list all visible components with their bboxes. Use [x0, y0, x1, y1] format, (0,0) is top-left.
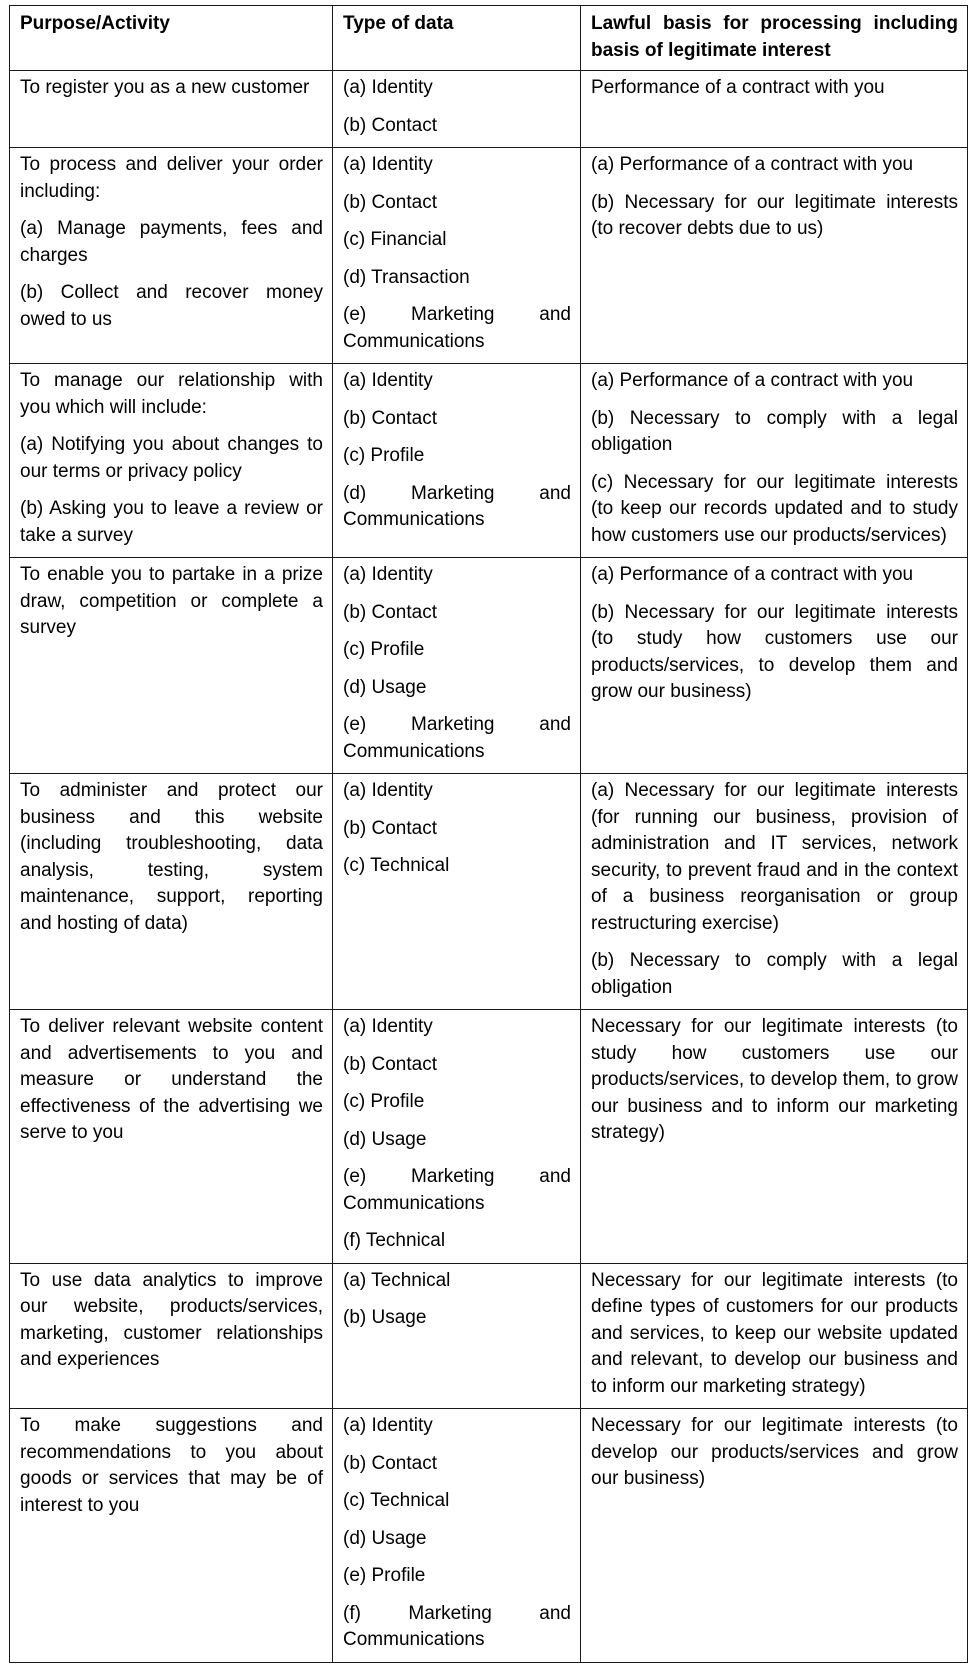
- purpose-paragraph: (b) Asking you to leave a review or take a survey: [20, 498, 323, 546]
- purpose-paragraph: To use data analytics to improve our website, products/services, marketing, customer relationships and experiences: [20, 1269, 323, 1370]
- purpose-paragraph: (a) Notifying you about changes to our terms or privacy policy: [20, 434, 323, 482]
- purpose-cell: [10, 364, 333, 558]
- data-type-item: (a) Identity: [343, 154, 433, 175]
- data-type-item: (b) Contact: [343, 601, 437, 623]
- data-type-item: (f) Technical: [343, 1230, 446, 1251]
- purpose-paragraph: To deliver relevant website content and advertisements to you and measure or understand the effectiveness of the advertising we serve to you: [20, 1016, 323, 1143]
- data-type-item: (b) Contact: [343, 817, 437, 839]
- data-type-item: (d) Usage: [343, 676, 427, 698]
- lawful-basis-cell: [581, 148, 968, 364]
- lawful-basis-cell: [581, 774, 968, 1010]
- data-type-cell: [333, 1263, 581, 1409]
- purpose-cell: [10, 1010, 333, 1264]
- data-type-item: (a) Identity: [343, 780, 433, 801]
- lawful-basis-cell: [581, 1409, 968, 1663]
- table-row: [10, 364, 968, 558]
- data-type-item: (a) Identity: [343, 564, 433, 585]
- purpose-cell: [10, 558, 333, 774]
- data-type-cell: [333, 148, 581, 364]
- table-row: [10, 558, 968, 774]
- table-row: [10, 1010, 968, 1264]
- data-type-item: (d) Marketing and Communications: [343, 482, 571, 530]
- table-header-row: [10, 6, 968, 71]
- data-type-cell: [333, 364, 581, 558]
- purpose-paragraph: To enable you to partake in a prize draw, competition or complete a survey: [20, 564, 323, 638]
- data-type-item: (e) Marketing and Communications: [343, 1166, 571, 1214]
- basis-paragraph: (a) Performance of a contract with you: [591, 370, 914, 391]
- data-type-item: (c) Technical: [343, 1490, 450, 1511]
- table-body: [10, 71, 968, 1663]
- basis-paragraph: (b) Necessary for our legitimate interests (to recover debts due to us): [591, 191, 958, 239]
- data-type-item: (b) Contact: [343, 1053, 437, 1075]
- basis-paragraph: Necessary for our legitimate interests (to define types of customers for our products and services, to keep our website updated and relevant, to develop our business and to inform our marketing strategy): [591, 1269, 958, 1397]
- data-type-item: (b) Contact: [343, 191, 437, 213]
- lawful-basis-cell: [581, 1263, 968, 1409]
- data-type-item: (d) Transaction: [343, 266, 470, 288]
- data-type-item: (a) Identity: [343, 1415, 433, 1436]
- data-type-item: (a) Identity: [343, 77, 433, 98]
- data-type-item: (c) Financial: [343, 229, 447, 250]
- data-type-item: (c) Profile: [343, 639, 425, 660]
- purpose-cell: [10, 774, 333, 1010]
- purpose-paragraph: To process and deliver your order including:: [20, 154, 323, 202]
- basis-paragraph: (b) Necessary to comply with a legal obligation: [591, 950, 958, 998]
- data-type-item: (a) Technical: [343, 1269, 451, 1291]
- data-type-item: (f) Marketing and Communications: [343, 1602, 571, 1650]
- data-type-cell: [333, 1409, 581, 1663]
- data-type-item: (e) Marketing and Communications: [343, 714, 571, 762]
- data-type-item: (b) Contact: [343, 1452, 437, 1474]
- purpose-paragraph: (b) Collect and recover money owed to us: [20, 282, 323, 330]
- lawful-basis-cell: [581, 71, 968, 148]
- data-type-item: (d) Usage: [343, 1527, 427, 1549]
- data-type-item: (a) Identity: [343, 370, 433, 391]
- data-type-item: (c) Profile: [343, 445, 425, 466]
- data-type-item: (a) Identity: [343, 1016, 433, 1037]
- lawful-basis-table: [9, 5, 968, 1663]
- data-type-cell: [333, 1010, 581, 1264]
- purpose-cell: [10, 148, 333, 364]
- data-type-cell: [333, 558, 581, 774]
- table-row: [10, 1409, 968, 1663]
- data-type-item: (b) Usage: [343, 1307, 427, 1328]
- purpose-cell: [10, 1409, 333, 1663]
- purpose-paragraph: To manage our relationship with you which will include:: [20, 370, 323, 418]
- purpose-paragraph: (a) Manage payments, fees and charges: [20, 218, 323, 266]
- basis-paragraph: (a) Necessary for our legitimate interests (for running our business, provision of administration and IT services, network security, to prevent fraud and in the context of a business reorganisation or group restructuring exercise): [591, 780, 958, 934]
- purpose-paragraph: To administer and protect our business and this website (including troubleshooting, data analysis, testing, system maintenance, support, reporting and hosting of data): [20, 780, 323, 934]
- table-row: [10, 148, 968, 364]
- data-type-item: (b) Contact: [343, 407, 437, 429]
- data-type-item: (d) Usage: [343, 1128, 427, 1150]
- basis-paragraph: (a) Performance of a contract with you: [591, 154, 914, 175]
- lawful-basis-cell: [581, 364, 968, 558]
- basis-paragraph: Performance of a contract with you: [591, 77, 885, 98]
- basis-paragraph: (c) Necessary for our legitimate interests (to keep our records updated and to study how customers use our products/services): [591, 471, 958, 546]
- purpose-cell: [10, 1263, 333, 1409]
- table-row: [10, 774, 968, 1010]
- data-type-item: (e) Profile: [343, 1565, 426, 1586]
- basis-paragraph: Necessary for our legitimate interests (to develop our products/services and grow our business): [591, 1415, 958, 1489]
- purpose-paragraph: To make suggestions and recommendations to you about goods or services that may be of interest to you: [20, 1415, 323, 1516]
- table-row: [10, 71, 968, 148]
- basis-paragraph: Necessary for our legitimate interests (to study how customers use our products/services, to develop them, to grow our business and to inform our marketing strategy): [591, 1016, 958, 1143]
- purpose-paragraph: To register you as a new customer: [20, 77, 310, 98]
- data-type-cell: [333, 774, 581, 1010]
- basis-paragraph: (a) Performance of a contract with you: [591, 564, 914, 585]
- header-lawful-basis: Lawful basis for processing including basis of legitimate interest: [581, 6, 968, 71]
- data-type-item: (b) Contact: [343, 114, 437, 136]
- lawful-basis-cell: [581, 1010, 968, 1264]
- basis-paragraph: (b) Necessary for our legitimate interests (to study how customers use our products/services, to develop them and grow our business): [591, 601, 958, 702]
- data-type-cell: [333, 71, 581, 148]
- data-type-item: (c) Technical: [343, 855, 450, 876]
- data-type-item: (e) Marketing and Communications: [343, 304, 571, 352]
- lawful-basis-cell: [581, 558, 968, 774]
- data-type-item: (c) Profile: [343, 1091, 425, 1112]
- table-row: [10, 1263, 968, 1409]
- purpose-cell: [10, 71, 333, 148]
- basis-paragraph: (b) Necessary to comply with a legal obligation: [591, 407, 958, 455]
- header-purpose: Purpose/Activity: [10, 6, 333, 71]
- header-data-type: Type of data: [333, 6, 581, 71]
